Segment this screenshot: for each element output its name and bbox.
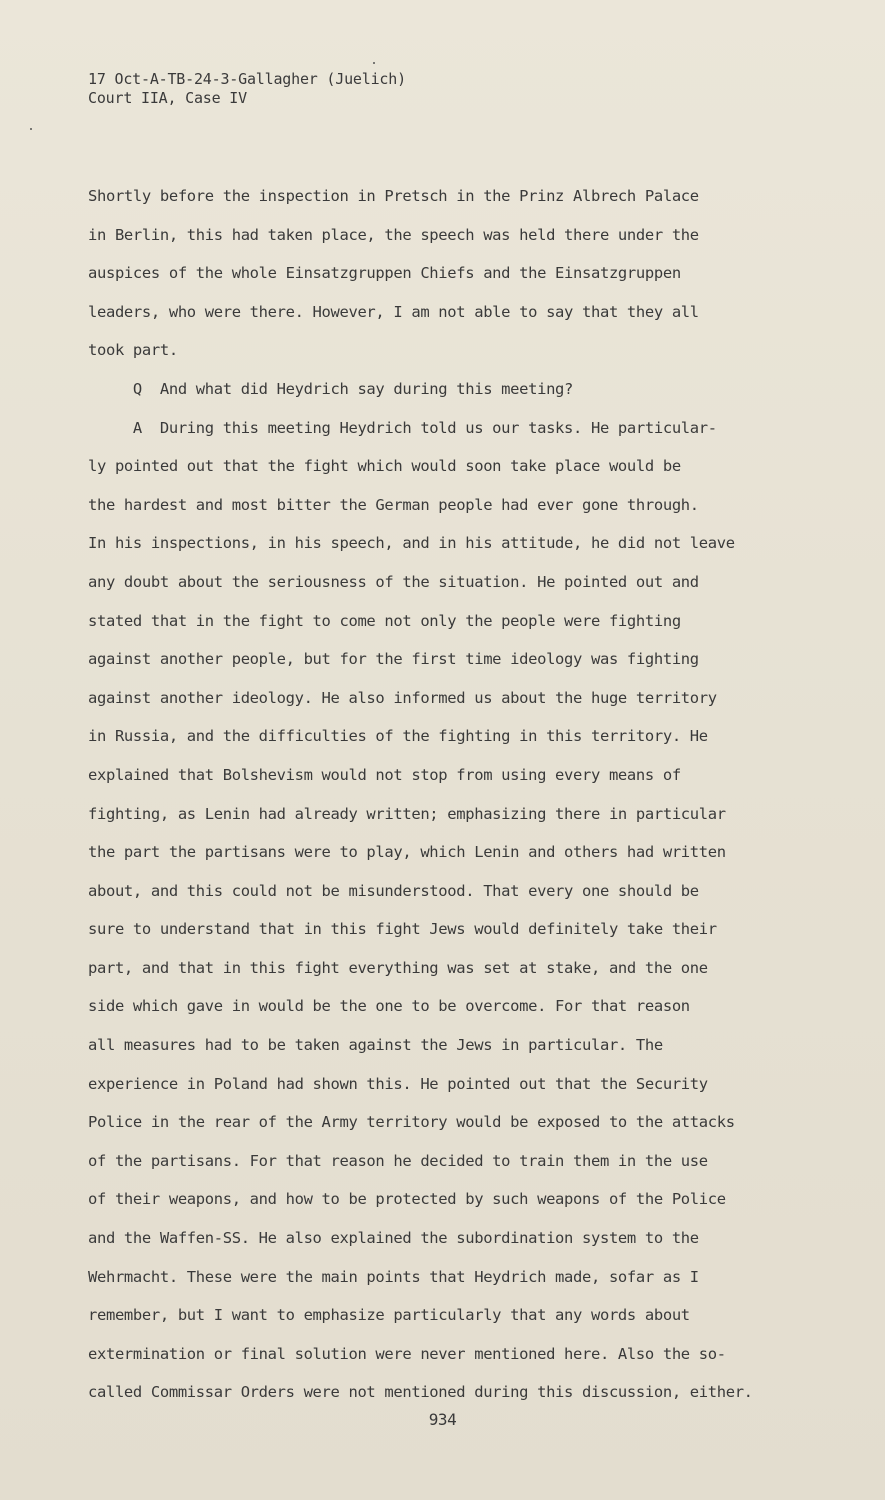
transcript-line: experience in Poland had shown this. He pointed out that the Security — [88, 1074, 708, 1093]
page-number: 934 — [428, 1410, 457, 1429]
transcript-line: remember, but I want to emphasize particularly that any words about — [88, 1306, 690, 1325]
transcript-line: fighting, as Lenin had already written; emphasizing there in particular — [88, 804, 726, 823]
transcript-line: about, and this could not be misunderstood. That every one should be — [88, 881, 699, 900]
transcript-line: Wehrmacht. These were the main points that Heydrich made, sofar as I — [88, 1267, 699, 1286]
transcript-line: stated that in the fight to come not only the people were fighting — [88, 611, 681, 630]
transcript-line: against another people, but for the first time ideology was fighting — [88, 650, 699, 669]
transcript-line: all measures had to be taken against the Jews in particular. The — [88, 1036, 663, 1055]
transcript-line: side which gave in would be the one to be overcome. For that reason — [88, 997, 690, 1016]
transcript-line: explained that Bolshevism would not stop from using every means of — [88, 765, 681, 784]
header-court-line: Court IIA, Case IV — [88, 89, 247, 107]
transcript-line: In his inspections, in his speech, and in his attitude, he did not leave — [88, 534, 735, 553]
transcript-line: ly pointed out that the fight which would soon take place would be — [88, 457, 681, 476]
transcript-line: sure to understand that in this fight Jews would definitely take their — [88, 920, 717, 939]
transcript-line: Shortly before the inspection in Pretsch in the Prinz Albrech Palace — [88, 187, 699, 205]
transcript-line: and the Waffen-SS. He also explained the subordination system to the — [88, 1229, 699, 1248]
transcript-line: leaders, who were there. However, I am not able to say that they all — [88, 302, 699, 321]
transcript-line: the hardest and most bitter the German people had ever gone through. — [88, 495, 699, 514]
transcript-line: Police in the rear of the Army territory would be exposed to the attacks — [88, 1113, 735, 1132]
transcript-line: in Russia, and the difficulties of the fighting in this territory. He — [88, 727, 708, 746]
transcript-question-line: Q And what did Heydrich say during this meeting? — [88, 379, 574, 398]
header-reference-line: 17 Oct-A-TB-24-3-Gallagher (Juelich) — [88, 70, 406, 88]
transcript-line: auspices of the whole Einsatzgruppen Chiefs and the Einsatzgruppen — [88, 264, 681, 283]
transcript-line: of their weapons, and how to be protected by such weapons of the Police — [88, 1190, 726, 1209]
transcript-line: of the partisans. For that reason he decided to train them in the use — [88, 1151, 708, 1170]
transcript-line: part, and that in this fight everything was set at stake, and the one — [88, 958, 708, 977]
paper-speck — [373, 62, 375, 64]
transcript-answer-line: A During this meeting Heydrich told us our tasks. He particular- — [88, 418, 717, 437]
transcript-line: called Commissar Orders were not mentioned during this discussion, either. — [88, 1383, 753, 1402]
transcript-line: took part. — [88, 341, 178, 360]
transcript-line: extermination or final solution were never mentioned here. Also the so- — [88, 1344, 726, 1363]
document-header — [88, 70, 406, 108]
transcript-line: against another ideology. He also informed us about the huge territory — [88, 688, 717, 707]
transcript-body — [88, 184, 808, 1419]
paper-speck — [30, 128, 32, 130]
transcript-line: the part the partisans were to play, which Lenin and others had written — [88, 843, 726, 862]
transcript-line: any doubt about the seriousness of the situation. He pointed out and — [88, 572, 699, 591]
transcript-line: in Berlin, this had taken place, the speech was held there under the — [88, 225, 699, 244]
